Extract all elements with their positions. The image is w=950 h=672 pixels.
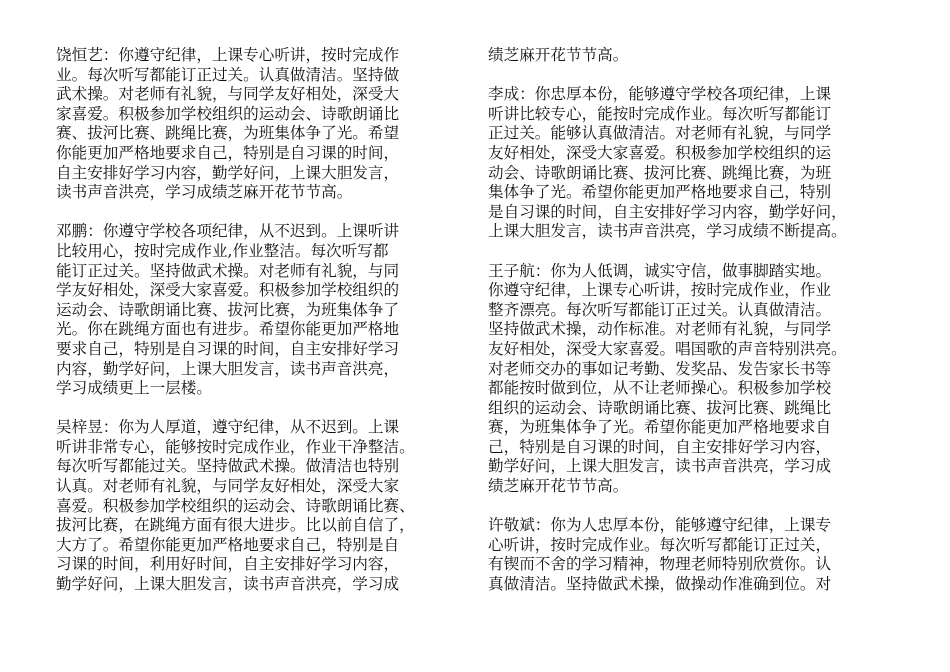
text-line: 友好相处，深受大家喜爱。积极参加学校组织的运 [488, 143, 832, 162]
comment-paragraph [488, 46, 908, 66]
text-line: 己，特别是自习课的时间，自主安排好学习内容， [488, 437, 832, 456]
comment-paragraph [488, 262, 908, 497]
text-line: 绩芝麻开花节节高。 [488, 46, 629, 64]
text-line: 学友好相处，深受大家喜爱。积极参加学校组织的 [56, 281, 400, 300]
text-line: 习课的时间，利用好时间，自主安排好学习内容， [56, 555, 400, 574]
text-line: 认真。对老师有礼貌，与同学友好相处，深受大家 [56, 477, 400, 496]
text-line: 对老师交办的事如记考勤、发奖品、发告家长书等 [488, 359, 832, 378]
left-column [56, 46, 476, 595]
text-line: 赛，为班集体争了光。希望你能更加严格地要求自 [488, 418, 832, 437]
right-column [488, 46, 908, 595]
text-line: 业。每次听写都能订正过关。认真做清洁。坚持做 [56, 65, 400, 84]
text-line: 心听讲，按时完成作业。每次听写都能订正过关， [488, 535, 832, 554]
text-line: 勤学好问，上课大胆发言，读书声音洪亮，学习成 [488, 457, 832, 476]
text-line: 都能按时做到位，从不让老师操心。积极参加学校 [488, 379, 832, 398]
text-line: 整齐漂亮。每次听写都能订正过关。认真做清洁。 [488, 300, 832, 319]
text-line: 李成：你忠厚本份，能够遵守学校各项纪律，上课 [488, 85, 832, 104]
paragraph-gap [56, 399, 476, 419]
text-line: 赛、拔河比赛、跳绳比赛，为班集体争了光。希望 [56, 124, 400, 143]
comment-paragraph [488, 516, 908, 594]
text-line: 听讲比较专心，能按时完成作业。每次听写都能订 [488, 104, 832, 123]
text-line: 是自习课的时间，自主安排好学习内容，勤学好问， [488, 202, 847, 221]
text-line: 有锲而不舍的学习精神，物理老师特别欣赏你。认 [488, 555, 832, 574]
text-line: 比较用心，按时完成作业,作业整洁。每次听写都 [56, 241, 389, 260]
comment-paragraph [488, 85, 908, 242]
comment-paragraph [56, 222, 476, 398]
text-line: 每次听写都能过关。坚持做武术操。做清洁也特别 [56, 457, 400, 476]
text-line: 坚持做武术操，动作标准。对老师有礼貌，与同学 [488, 320, 832, 339]
text-line: 绩芝麻开花节节高。 [488, 477, 629, 496]
text-line: 集体争了光。希望你能更加严格地要求自己，特别 [488, 183, 832, 202]
text-line: 你遵守纪律，上课专心听讲，按时完成作业，作业 [488, 281, 832, 300]
text-line: 动会、诗歌朗诵比赛、拔河比赛、跳绳比赛，为班 [488, 163, 832, 182]
text-line: 喜爱。积极参加学校组织的运动会、诗歌朗诵比赛、 [56, 496, 415, 515]
text-line: 真做清洁。坚持做武术操，做操动作准确到位。对 [488, 575, 832, 594]
text-line: 听讲非常专心，能够按时完成作业，作业干净整洁。 [56, 437, 415, 456]
text-line: 邓鹏：你遵守学校各项纪律，从不迟到。上课听讲 [56, 222, 400, 241]
text-line: 你能更加严格地要求自己，特别是自习课的时间， [56, 143, 400, 162]
text-line: 吴梓昱：你为人厚道，遵守纪律，从不迟到。上课 [56, 418, 400, 437]
text-line: 许敬斌：你为人忠厚本份，能够遵守纪律，上课专 [488, 516, 832, 535]
paragraph-gap [488, 497, 908, 517]
text-line: 友好相处，深受大家喜爱。唱国歌的声音特别洪亮。 [488, 339, 847, 358]
text-line: 能订正过关。坚持做武术操。对老师有礼貌，与同 [56, 261, 400, 280]
paragraph-gap [56, 203, 476, 223]
text-line: 学习成绩更上一层楼。 [56, 379, 212, 398]
comment-paragraph [56, 418, 476, 594]
text-line: 大方了。希望你能更加严格地要求自己，特别是自 [56, 535, 400, 554]
text-line: 自主安排好学习内容，勤学好问，上课大胆发言， [56, 163, 400, 182]
text-line: 家喜爱。积极参加学校组织的运动会、诗歌朗诵比 [56, 104, 400, 123]
text-line: 要求自己，特别是自习课的时间，自主安排好学习 [56, 339, 400, 358]
text-line: 拔河比赛，在跳绳方面有很大进步。比以前自信了， [56, 516, 415, 535]
text-line: 光。你在跳绳方面也有进步。希望你能更加严格地 [56, 320, 400, 339]
text-line: 内容，勤学好问，上课大胆发言，读书声音洪亮， [56, 359, 400, 378]
text-line: 读书声音洪亮，学习成绩芝麻开花节节高。 [56, 183, 353, 202]
text-line: 勤学好问，上课大胆发言，读书声音洪亮，学习成 [56, 575, 400, 594]
paragraph-gap [488, 66, 908, 86]
text-line: 组织的运动会、诗歌朗诵比赛、拔河比赛、跳绳比 [488, 398, 832, 417]
text-line: 王子航：你为人低调，诚实守信，做事脚踏实地。 [488, 261, 832, 280]
comment-paragraph [56, 46, 476, 203]
text-line: 武术操。对老师有礼貌，与同学友好相处，深受大 [56, 85, 400, 104]
paragraph-gap [488, 242, 908, 262]
text-line: 运动会、诗歌朗诵比赛、拔河比赛，为班集体争了 [56, 300, 400, 319]
text-line: 上课大胆发言，读书声音洪亮，学习成绩不断提高。 [488, 222, 847, 241]
text-line: 饶恒艺：你遵守纪律，上课专心听讲，按时完成作 [56, 46, 400, 64]
text-line: 正过关。能够认真做清洁。对老师有礼貌，与同学 [488, 124, 832, 143]
